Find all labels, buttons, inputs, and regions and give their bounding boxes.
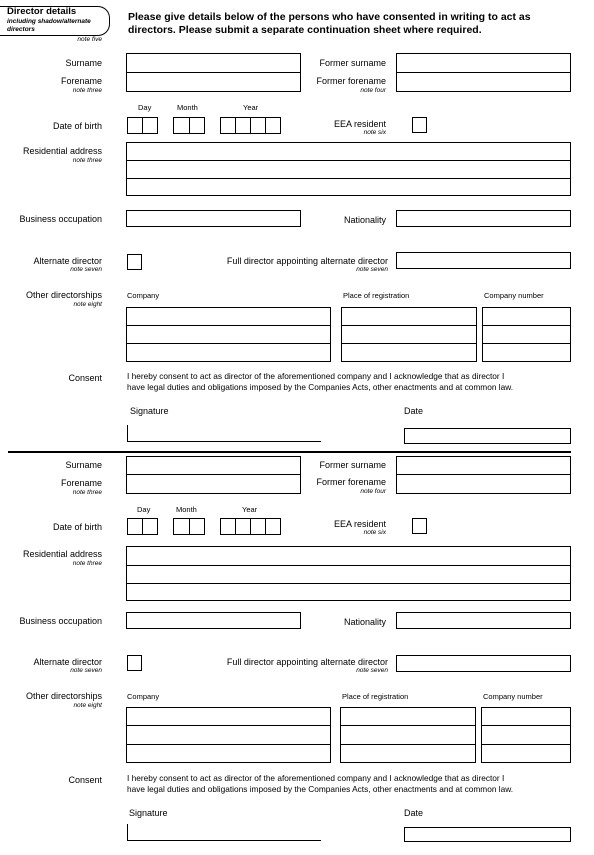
residential-address-field[interactable] — [126, 546, 571, 601]
tab-subtitle: directors — [7, 26, 35, 33]
former-surname-label: Former surname — [319, 460, 386, 470]
note-seven: note seven — [356, 667, 388, 674]
section-divider — [8, 451, 571, 453]
residential-address-field[interactable] — [126, 142, 571, 196]
former-surname-field[interactable] — [396, 456, 571, 475]
date-field[interactable] — [404, 827, 571, 842]
note-eight: note eight — [73, 702, 102, 709]
business-occupation-label: Business occupation — [19, 616, 102, 626]
surname-field[interactable] — [126, 456, 301, 475]
full-director-label: Full director appointing alternate director — [226, 657, 388, 667]
company-field[interactable] — [126, 307, 331, 362]
note-three: note three — [72, 560, 102, 567]
note-six: note six — [363, 129, 386, 136]
forename-label: Forename — [60, 76, 102, 86]
date-label: Date — [404, 808, 424, 818]
alternate-director-checkbox[interactable] — [127, 655, 142, 671]
eea-resident-label: EEA resident — [333, 519, 386, 529]
place-of-registration-field[interactable] — [340, 707, 476, 763]
surname-field[interactable] — [126, 53, 301, 73]
company-header: Company — [127, 291, 160, 300]
former-forename-field[interactable] — [396, 72, 571, 92]
forename-field[interactable] — [126, 474, 301, 494]
tab-title: Director details — [7, 6, 77, 17]
month-label: Month — [177, 103, 198, 112]
tab-subtitle: including shadow/alternate — [7, 18, 91, 25]
surname-label: Surname — [65, 460, 102, 470]
company-number-header: Company number — [484, 291, 544, 300]
former-forename-label: Former forename — [316, 76, 386, 86]
date-field[interactable] — [404, 428, 571, 444]
note-three: note three — [72, 489, 102, 496]
company-number-field[interactable] — [481, 707, 571, 763]
nationality-field[interactable] — [396, 612, 571, 629]
former-forename-field[interactable] — [396, 474, 571, 494]
other-directorships-label: Other directorships — [25, 290, 102, 300]
year-label: Year — [242, 505, 258, 514]
alternate-director-label: Alternate director — [33, 256, 102, 266]
former-surname-label: Former surname — [319, 58, 386, 68]
place-of-registration-header: Place of registration — [343, 291, 410, 300]
intro-text: Please give details below of the persons who have consented in writing to act as directors. Please submit a separate continuation sheet where required. — [128, 11, 531, 36]
business-occupation-field[interactable] — [126, 210, 301, 227]
year-label: Year — [243, 103, 259, 112]
place-of-registration-field[interactable] — [341, 307, 477, 362]
business-occupation-label: Business occupation — [19, 214, 102, 224]
nationality-field[interactable] — [396, 210, 571, 227]
business-occupation-field[interactable] — [126, 612, 301, 629]
company-number-field[interactable] — [482, 307, 571, 362]
full-director-field[interactable] — [396, 655, 571, 672]
surname-label: Surname — [65, 58, 102, 68]
signature-label: Signature — [129, 808, 168, 818]
place-of-registration-header: Place of registration — [342, 692, 409, 701]
alternate-director-checkbox[interactable] — [127, 254, 142, 270]
former-surname-field[interactable] — [396, 53, 571, 73]
consent-label: Consent — [68, 775, 102, 785]
company-number-header: Company number — [483, 692, 543, 701]
other-directorships-label: Other directorships — [25, 691, 102, 701]
full-director-label: Full director appointing alternate director — [226, 256, 388, 266]
note-three: note three — [72, 157, 102, 164]
date-of-birth-label: Date of birth — [52, 522, 102, 532]
note-eight: note eight — [73, 301, 102, 308]
eea-resident-label: EEA resident — [333, 119, 386, 129]
consent-text: I hereby consent to act as director of the aforementioned company and I acknowledge that as director I have legal duties and obligations imposed by the Companies Acts, other enactments and at common law. — [127, 371, 514, 392]
signature-field[interactable] — [127, 824, 321, 841]
month-label: Month — [176, 505, 197, 514]
full-director-field[interactable] — [396, 252, 571, 269]
residential-address-label: Residential address — [22, 146, 102, 156]
note-six: note six — [363, 529, 386, 536]
note-seven: note seven — [356, 266, 388, 273]
eea-resident-checkbox[interactable] — [412, 117, 427, 133]
note-three: note three — [72, 87, 102, 94]
day-label: Day — [138, 103, 152, 112]
note-seven: note seven — [70, 667, 102, 674]
former-forename-label: Former forename — [316, 477, 386, 487]
residential-address-label: Residential address — [22, 549, 102, 559]
date-label: Date — [404, 406, 424, 416]
note-four: note four — [360, 87, 386, 94]
eea-resident-checkbox[interactable] — [412, 518, 427, 534]
company-field[interactable] — [126, 707, 331, 763]
day-label: Day — [137, 505, 151, 514]
signature-label: Signature — [130, 406, 169, 416]
note-four: note four — [360, 488, 386, 495]
date-of-birth-label: Date of birth — [52, 121, 102, 131]
nationality-label: Nationality — [343, 617, 386, 627]
consent-label: Consent — [68, 373, 102, 383]
alternate-director-label: Alternate director — [33, 657, 102, 667]
tab-note: note five — [77, 36, 102, 43]
nationality-label: Nationality — [343, 215, 386, 225]
company-header: Company — [127, 692, 160, 701]
consent-text: I hereby consent to act as director of the aforementioned company and I acknowledge that as director I have legal duties and obligations imposed by the Companies Acts, other enactments and at common law. — [127, 773, 514, 794]
note-seven: note seven — [70, 266, 102, 273]
forename-label: Forename — [60, 478, 102, 488]
signature-field[interactable] — [127, 425, 321, 442]
forename-field[interactable] — [126, 72, 301, 92]
